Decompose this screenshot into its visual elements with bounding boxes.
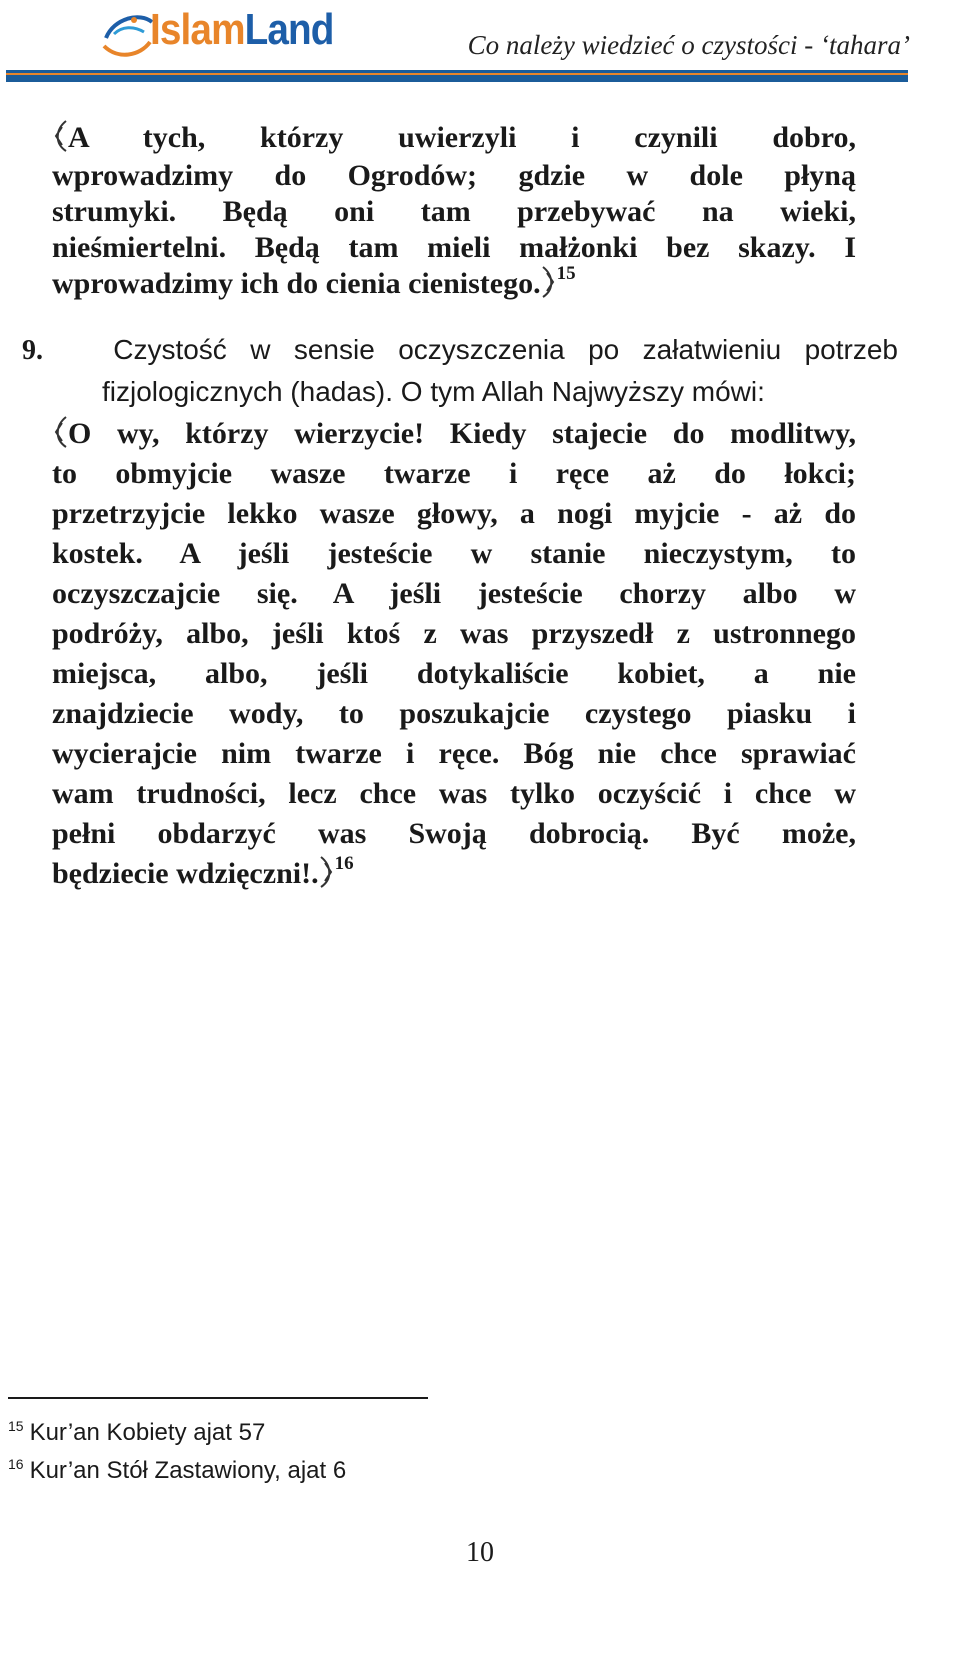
verse2-line-1 — [52, 414, 856, 454]
footnote-divider — [8, 1397, 428, 1399]
footnote-16-text: Kur’an Stół Zastawiony, ajat 6 — [29, 1457, 347, 1484]
ornate-bracket-close-icon — [541, 265, 557, 299]
verse2-text-12: będziecie wdzięczni!. — [52, 857, 319, 890]
ornate-bracket-open-icon — [52, 119, 68, 153]
verse2-line-6: podróży, albo, jeśli ktoś z was przyszedł z ustronnego — [52, 617, 856, 650]
verse2-line-2: to obmyjcie wasze twarze i ręce aż do łokci; — [52, 457, 856, 490]
verse2-line-12 — [52, 854, 856, 894]
verse2-line-7: miejsca, albo, jeśli dotykaliście kobiet, a nie — [52, 657, 856, 690]
footnote-ref-15: 15 — [556, 263, 576, 284]
verse1-text-1: A tych, którzy uwierzyli i czynili dobro, — [68, 121, 856, 154]
verse2-line-4: kostek. A jeśli jesteście w stanie nieczystym, to — [52, 537, 856, 570]
verse1-line-1 — [52, 118, 856, 158]
item9-line-2: fizjologicznych (hadas). O tym Allah Najwyższy mówi: — [102, 376, 765, 407]
footnote-16 — [8, 1456, 346, 1486]
item9-number: 9. — [22, 335, 43, 366]
logo-part2: Land — [244, 5, 334, 54]
ornate-bracket-open-icon — [52, 415, 68, 449]
verse1-line-3: strumyki. Będą oni tam przebywać na wieki, — [52, 195, 856, 228]
footnote-15-num: 15 — [8, 1418, 24, 1434]
verse2-line-11: pełni obdarzyć was Swoją dobrocią. Być może, — [52, 817, 856, 850]
footnote-ref-16: 16 — [334, 853, 354, 874]
verse2-line-9: wycierajcie nim twarze i ręce. Bóg nie chce sprawiać — [52, 737, 856, 770]
verse2-line-5: oczyszczajcie się. A jeśli jesteście chorzy albo w — [52, 577, 856, 610]
verse2-line-3: przetrzyjcie lekko wasze głowy, a nogi myjcie - aż do — [52, 497, 856, 530]
item9-text-1: Czystość w sensie oczyszczenia po załatwieniu potrzeb — [113, 334, 898, 365]
ornate-bracket-close-icon — [319, 855, 335, 889]
page-number: 10 — [466, 1537, 494, 1568]
verse1-text-5: wprowadzimy ich do cienia cienistego. — [52, 267, 541, 300]
header-divider — [6, 70, 908, 82]
verse2-line-10: wam trudności, lecz chce was tylko oczyścić i chce w — [52, 777, 856, 810]
verse1-line-4: nieśmiertelni. Będą tam mieli małżonki bez skazy. I — [52, 231, 856, 264]
footnote-15-text: Kur’an Kobiety ajat 57 — [29, 1419, 266, 1446]
header-title: Co należy wiedzieć o czystości - ‘tahara’ — [467, 30, 910, 60]
verse2-text-1: O wy, którzy wierzycie! Kiedy stajecie do modlitwy, — [68, 417, 856, 450]
footnote-15 — [8, 1418, 265, 1448]
verse1-line-2: wprowadzimy do Ogrodów; gdzie w dole płyną — [52, 159, 856, 192]
logo-part1: Islam — [150, 5, 245, 54]
verse1-line-5 — [52, 264, 856, 304]
item9-line-1 — [22, 330, 898, 370]
logo-text — [150, 4, 334, 56]
verse2-line-8: znajdziecie wody, to poszukajcie czystego piasku i — [52, 697, 856, 730]
footnote-16-num: 16 — [8, 1456, 24, 1472]
